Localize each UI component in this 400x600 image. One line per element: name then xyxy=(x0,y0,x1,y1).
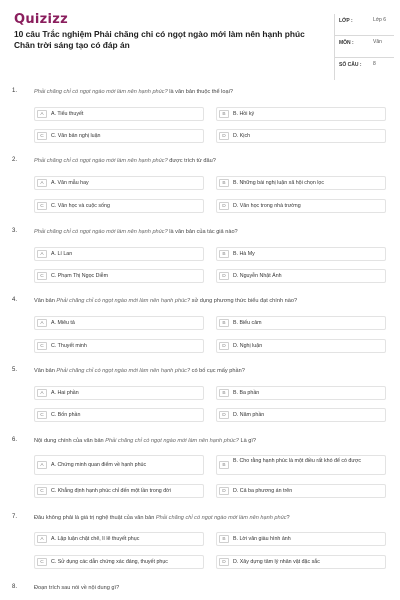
option-letter: C xyxy=(37,202,47,210)
question-text xyxy=(34,88,390,96)
question-text-part: ? xyxy=(286,515,290,521)
option-text: B. Ba phần xyxy=(233,390,260,396)
meta-label: MÔN : xyxy=(339,40,354,46)
option-text: C. Văn bản nghị luận xyxy=(51,133,101,139)
option-b[interactable] xyxy=(216,176,386,190)
meta-question-count xyxy=(335,58,394,80)
question-text-part: Văn bản xyxy=(34,298,57,304)
option-text: D. Năm phần xyxy=(233,412,265,418)
option-letter: A xyxy=(37,319,47,327)
option-b[interactable] xyxy=(216,455,386,475)
question-text-part: Đâu không phải là giá trị nghệ thuật của văn bản xyxy=(34,515,156,521)
question-text-part: Phải chăng chỉ có ngọt ngào mới làm nên hạnh phúc? xyxy=(56,298,191,304)
option-c[interactable] xyxy=(34,129,204,143)
option-letter: C xyxy=(37,342,47,350)
option-text: D. Xây dựng tâm lý nhân vật đặc sắc xyxy=(233,559,320,565)
question-text xyxy=(34,367,390,375)
option-text: A. Lập luận chặt chẽ, lí lẽ thuyết phục xyxy=(51,536,140,542)
option-letter: B xyxy=(219,179,229,187)
option-letter: B xyxy=(219,110,229,118)
option-d[interactable] xyxy=(216,129,386,143)
option-text: B. Hồi ký xyxy=(233,111,255,117)
worksheet-title: 10 câu Trắc nghiệm Phải chăng chỉ có ngọt ngào mới làm nên hạnh phúc Chân trời sáng tạo có đáp án xyxy=(14,29,305,50)
option-d[interactable] xyxy=(216,484,386,498)
option-a[interactable] xyxy=(34,455,204,475)
option-text: B. Cho rằng hạnh phúc là một điều rất khó để có được xyxy=(233,458,362,464)
question-text xyxy=(34,514,390,522)
question-text-part: có bố cục mấy phần? xyxy=(190,368,245,374)
option-text: C. Khẳng định hạnh phúc chỉ đến một lần trong đời xyxy=(51,488,171,494)
option-letter: B xyxy=(219,461,229,469)
option-a[interactable] xyxy=(34,247,204,261)
question-text-part: Phải chăng chỉ có ngọt ngào mới làm nên hạnh phúc? xyxy=(34,89,168,95)
option-text: C. Thuyết minh xyxy=(51,343,87,349)
option-d[interactable] xyxy=(216,199,386,213)
option-text: C. Phạm Thị Ngọc Diễm xyxy=(51,273,109,279)
question-text-part: Phải chăng chỉ có ngọt ngào mới làm nên hạnh phúc? xyxy=(56,368,191,374)
option-text: D. Nghị luận xyxy=(233,343,263,349)
option-c[interactable] xyxy=(34,484,204,498)
option-c[interactable] xyxy=(34,555,204,569)
question-number: 1. xyxy=(12,88,18,94)
option-letter: D xyxy=(219,558,229,566)
option-letter: D xyxy=(219,487,229,495)
option-d[interactable] xyxy=(216,408,386,422)
option-text: A. Tiểu thuyết xyxy=(51,111,84,117)
option-b[interactable] xyxy=(216,316,386,330)
option-letter: A xyxy=(37,461,47,469)
question-text xyxy=(34,584,390,592)
option-letter: B xyxy=(219,250,229,258)
option-letter: A xyxy=(37,250,47,258)
option-letter: C xyxy=(37,558,47,566)
option-text: B. Hà My xyxy=(233,251,255,257)
question-number: 3. xyxy=(12,228,18,234)
option-letter: B xyxy=(219,535,229,543)
option-c[interactable] xyxy=(34,339,204,353)
option-b[interactable] xyxy=(216,386,386,400)
option-letter: A xyxy=(37,389,47,397)
option-letter: A xyxy=(37,535,47,543)
option-letter: C xyxy=(37,132,47,140)
option-b[interactable] xyxy=(216,532,386,546)
question-text-part: Là gì? xyxy=(238,438,257,444)
option-letter: D xyxy=(219,132,229,140)
quizizz-logo: Quizizz xyxy=(14,12,69,27)
option-letter: D xyxy=(219,202,229,210)
option-letter: B xyxy=(219,319,229,327)
question-text-part: Phải chăng chỉ có ngọt ngào mới làm nên hạnh phúc xyxy=(155,515,287,521)
meta-value: 8 xyxy=(373,61,376,67)
question-text-part: Phải chăng chỉ có ngọt ngào mới làm nên hạnh phúc? xyxy=(34,158,168,164)
meta-class xyxy=(335,14,394,36)
meta-subject xyxy=(335,36,394,58)
question-text-part: là văn bản thuộc thể loại? xyxy=(167,89,233,95)
question-text-part: Nội dung chính của văn bản xyxy=(34,438,106,444)
option-text: A. Lí Lan xyxy=(51,251,73,257)
option-text: B. Lời văn giàu hình ảnh xyxy=(233,536,291,542)
option-a[interactable] xyxy=(34,386,204,400)
question-number: 6. xyxy=(12,437,18,443)
question-text-part: là văn bản của tác giả nào? xyxy=(167,229,238,235)
option-letter: D xyxy=(219,272,229,280)
question-number: 8. xyxy=(12,584,18,590)
option-letter: C xyxy=(37,272,47,280)
option-c[interactable] xyxy=(34,199,204,213)
meta-label: SỐ CÂU : xyxy=(339,62,362,68)
option-letter: C xyxy=(37,411,47,419)
meta-label: LỚP : xyxy=(339,18,353,24)
option-letter: A xyxy=(37,179,47,187)
option-text: A. Văn mẫu hay xyxy=(51,180,89,186)
option-d[interactable] xyxy=(216,555,386,569)
option-c[interactable] xyxy=(34,269,204,283)
option-b[interactable] xyxy=(216,247,386,261)
question-number: 2. xyxy=(12,157,18,163)
question-text xyxy=(34,437,390,445)
option-text: B. Biểu cảm xyxy=(233,320,262,326)
option-letter: C xyxy=(37,487,47,495)
option-text: B. Những bài nghị luận xã hội chọn lọc xyxy=(233,180,325,186)
option-b[interactable] xyxy=(216,107,386,121)
option-text: D. Kịch xyxy=(233,133,251,139)
option-text: C. Sử dụng các dẫn chứng xác đáng, thuyết phục xyxy=(51,559,168,565)
option-letter: B xyxy=(219,389,229,397)
question-text-part: Phải chăng chỉ có ngọt ngào mới làm nên hạnh phúc? xyxy=(105,438,239,444)
worksheet-meta xyxy=(334,14,394,80)
question-text xyxy=(34,228,390,236)
option-text: A. Chứng minh quan điểm về hạnh phúc xyxy=(51,462,147,468)
option-a[interactable] xyxy=(34,532,204,546)
option-letter: D xyxy=(219,411,229,419)
question-text-part: Phải chăng chỉ có ngọt ngào mới làm nên hạnh phúc? xyxy=(34,229,168,235)
option-letter: A xyxy=(37,110,47,118)
option-a[interactable] xyxy=(34,107,204,121)
option-text: C. Bốn phần xyxy=(51,412,81,418)
question-text-part: sử dụng phương thức biểu đạt chính nào? xyxy=(190,298,298,304)
question-text-part: Văn bản xyxy=(34,368,57,374)
option-text: A. Miêu tả xyxy=(51,320,75,326)
meta-value: Văn xyxy=(373,39,382,45)
option-text: D. Văn học trong nhà trường xyxy=(233,203,301,209)
question-number: 7. xyxy=(12,514,18,520)
option-letter: D xyxy=(219,342,229,350)
question-text-part: được trích từ đâu? xyxy=(167,158,216,164)
option-d[interactable] xyxy=(216,339,386,353)
question-text xyxy=(34,157,390,165)
option-text: D. Cả ba phương án trên xyxy=(233,488,293,494)
option-text: A. Hai phần xyxy=(51,390,79,396)
question-text-part: Đoạn trích sau nói về nội dung gì? xyxy=(34,585,120,591)
question-number: 4. xyxy=(12,297,18,303)
meta-value: Lớp 6 xyxy=(373,17,387,23)
option-c[interactable] xyxy=(34,408,204,422)
option-d[interactable] xyxy=(216,269,386,283)
question-number: 5. xyxy=(12,367,18,373)
option-text: C. Văn học và cuộc sống xyxy=(51,203,110,209)
option-a[interactable] xyxy=(34,176,204,190)
question-text xyxy=(34,297,390,305)
option-text: D. Nguyễn Nhật Ánh xyxy=(233,273,282,279)
option-a[interactable] xyxy=(34,316,204,330)
